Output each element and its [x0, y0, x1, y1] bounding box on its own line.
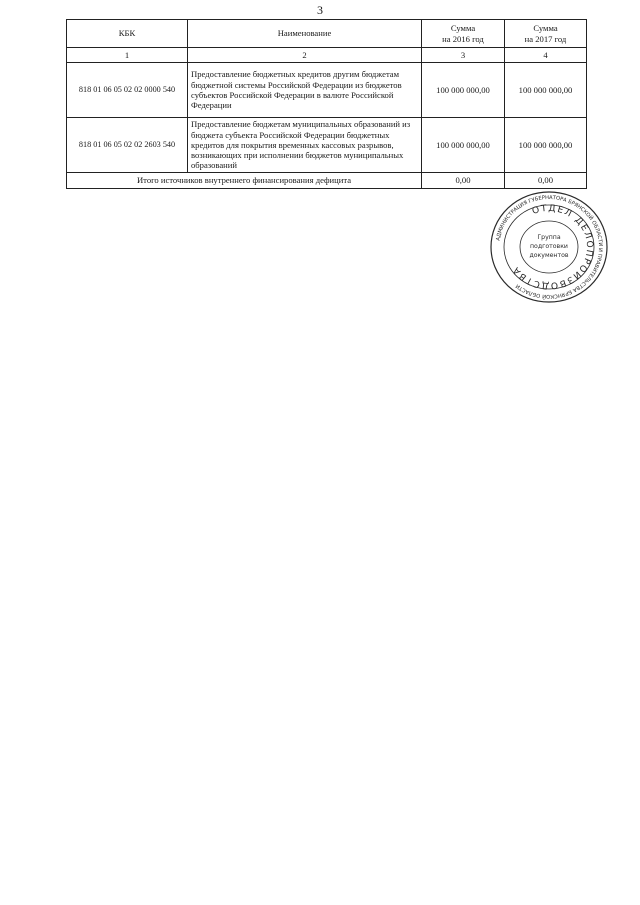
- column-number: 3: [422, 48, 505, 63]
- column-number: 4: [505, 48, 587, 63]
- header-sum-2016: Сумма на 2016 год: [422, 20, 505, 48]
- column-number-row: [67, 48, 587, 63]
- header-name: Наименование: [188, 20, 422, 48]
- office-stamp: [487, 190, 611, 304]
- column-number: 2: [188, 48, 422, 63]
- table-row: [67, 118, 587, 173]
- sum-2017-cell: 100 000 000,00: [505, 63, 587, 118]
- stamp-seal-icon: [487, 190, 611, 304]
- header-kbk: КБК: [67, 20, 188, 48]
- kbk-cell: 818 01 06 05 02 02 0000 540: [67, 63, 188, 118]
- total-label: Итого источников внутреннего финансирования дефицита: [67, 173, 422, 189]
- name-cell: Предоставление бюджетам муниципальных образований из бюджета субъекта Российской Федерации бюджетных кредитов для покрытия временных кассовых разрывов, возникающих при исполнении бюджетов муниципальных образований: [188, 118, 422, 173]
- sum-2016-cell: 100 000 000,00: [422, 118, 505, 173]
- kbk-cell: 818 01 06 05 02 02 2603 540: [67, 118, 188, 173]
- total-sum-2017: 0,00: [505, 173, 587, 189]
- column-number: 1: [67, 48, 188, 63]
- financing-table: [66, 19, 587, 189]
- page-number: 3: [317, 3, 323, 17]
- sum-2016-cell: 100 000 000,00: [422, 63, 505, 118]
- total-sum-2016: 0,00: [422, 173, 505, 189]
- table-row: [67, 63, 587, 118]
- stamp-center-line2: подготовки: [530, 243, 568, 250]
- sum-2017-cell: 100 000 000,00: [505, 118, 587, 173]
- header-sum-2017: Сумма на 2017 год: [505, 20, 587, 48]
- table-header-row: [67, 20, 587, 48]
- stamp-ring-text: ОТДЕЛ ДЕЛОПРОИЗВОДСТВА: [510, 203, 595, 291]
- stamp-center-line3: документов: [529, 252, 569, 259]
- total-row: [67, 173, 587, 189]
- name-cell: Предоставление бюджетных кредитов другим бюджетам бюджетной системы Российской Федерации из бюджетов субъектов Российской Федерации в валюте Российской Федерации: [188, 63, 422, 118]
- stamp-outer-text: АДМИНИСТРАЦИЯ ГУБЕРНАТОРА БРЯНСКОЙ ОБЛАСТИ И ПРАВИТЕЛЬСТВА БРЯНСКОЙ ОБЛАСТИ: [495, 194, 604, 300]
- stamp-center-line1: Группа: [537, 234, 561, 241]
